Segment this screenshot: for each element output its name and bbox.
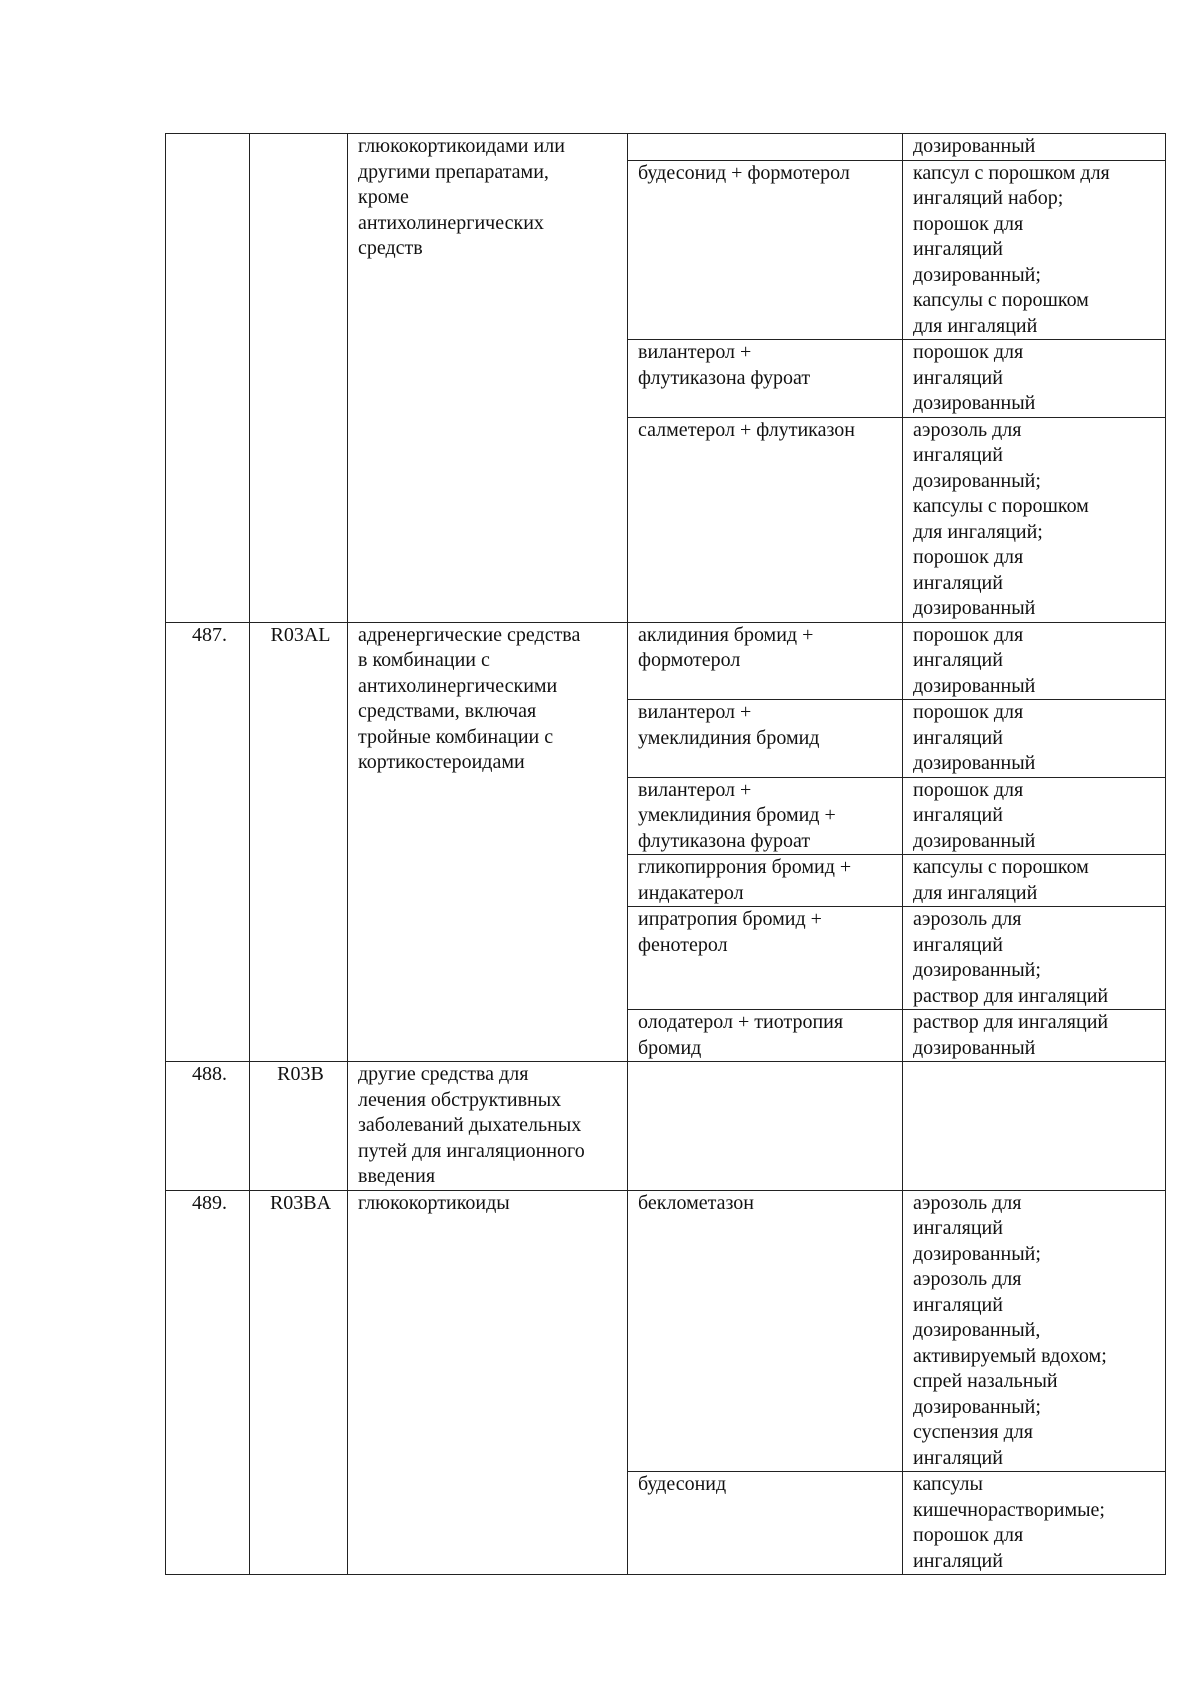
dosage-form-cell: аэрозоль для ингаляций дозированный; раствор для ингаляций <box>903 907 1166 1010</box>
row-number-cell <box>166 134 250 623</box>
table-row <box>166 134 1166 161</box>
drug-cell: олодатерол + тиотропия бромид <box>628 1010 903 1062</box>
atc-code-cell: R03AL <box>250 622 348 1062</box>
table-row <box>166 622 1166 700</box>
drug-cell: вилантерол + умеклидиния бромид <box>628 700 903 778</box>
dosage-form-cell: аэрозоль для ингаляций дозированный; капсулы с порошком для ингаляций; порошок для ингаляций дозированный <box>903 417 1166 622</box>
drug-cell <box>628 1062 903 1191</box>
row-number-cell: 489. <box>166 1190 250 1575</box>
group-name-cell: глюкокортикоидами или другими препаратами, кроме антихолинергических средств <box>348 134 628 623</box>
dosage-form-cell: раствор для ингаляций дозированный <box>903 1010 1166 1062</box>
atc-code-cell: R03BA <box>250 1190 348 1575</box>
dosage-form-cell <box>903 1062 1166 1191</box>
medication-table <box>165 133 1166 1575</box>
drug-cell: салметерол + флутиказон <box>628 417 903 622</box>
dosage-form-cell: капсулы кишечнорастворимые; порошок для ингаляций <box>903 1472 1166 1575</box>
drug-cell: вилантерол + флутиказона фуроат <box>628 340 903 418</box>
dosage-form-cell: капсулы с порошком для ингаляций <box>903 855 1166 907</box>
dosage-form-cell: порошок для ингаляций дозированный <box>903 700 1166 778</box>
drug-cell: аклидиния бромид + формотерол <box>628 622 903 700</box>
dosage-form-cell: дозированный <box>903 134 1166 161</box>
atc-code-cell: R03B <box>250 1062 348 1191</box>
dosage-form-cell: аэрозоль для ингаляций дозированный; aэрозоль для ингаляций дозированный, активируемый вдохом; спрей назальный дозированный; суспензия для ингаляций <box>903 1190 1166 1472</box>
dosage-form-cell: порошок для ингаляций дозированный <box>903 340 1166 418</box>
atc-code-cell <box>250 134 348 623</box>
group-name-cell: другие средства для лечения обструктивных заболеваний дыхательных путей для ингаляционного введения <box>348 1062 628 1191</box>
drug-cell: гликопиррония бромид + индакатерол <box>628 855 903 907</box>
row-number-cell: 488. <box>166 1062 250 1191</box>
drug-cell: будесонид <box>628 1472 903 1575</box>
drug-cell <box>628 134 903 161</box>
drug-cell: ипратропия бромид + фенотерол <box>628 907 903 1010</box>
group-name-cell: адренергические средства в комбинации с антихолинергическими средствами, включая тройные комбинации с кортикостероидами <box>348 622 628 1062</box>
dosage-form-cell: порошок для ингаляций дозированный <box>903 777 1166 855</box>
group-name-cell: глюкокортикоиды <box>348 1190 628 1575</box>
drug-cell: будесонид + формотерол <box>628 160 903 340</box>
table-row <box>166 1190 1166 1472</box>
row-number-cell: 487. <box>166 622 250 1062</box>
dosage-form-cell: капсул с порошком для ингаляций набор; порошок для ингаляций дозированный; капсулы с порошком для ингаляций <box>903 160 1166 340</box>
table-row <box>166 1062 1166 1191</box>
dosage-form-cell: порошок для ингаляций дозированный <box>903 622 1166 700</box>
drug-cell: вилантерол + умеклидиния бромид + флутиказона фуроат <box>628 777 903 855</box>
drug-cell: беклометазон <box>628 1190 903 1472</box>
